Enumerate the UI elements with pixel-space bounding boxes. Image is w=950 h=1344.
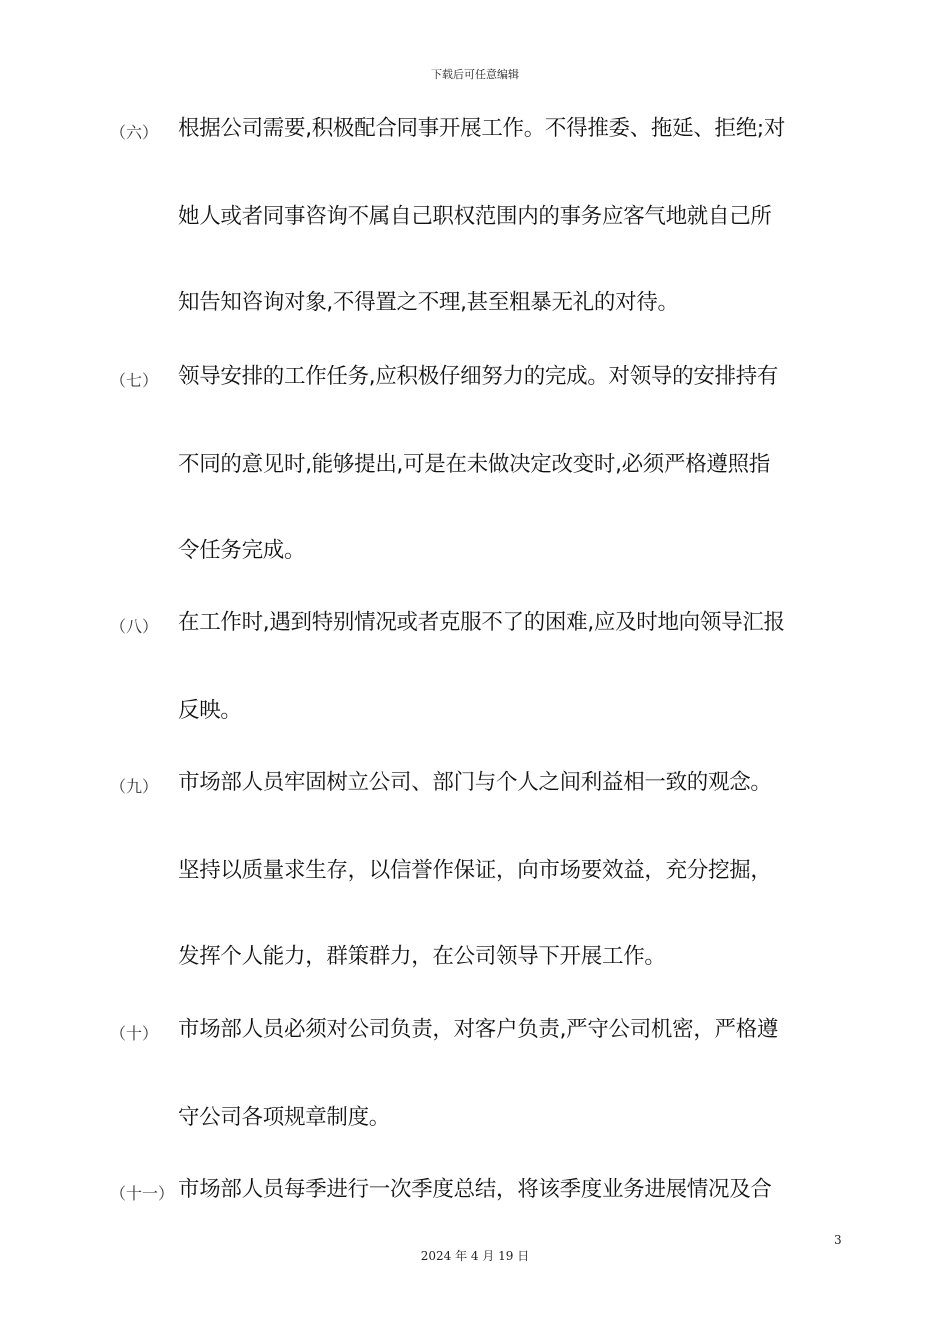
item-text-line: 守公司各项规章制度。	[178, 1105, 391, 1130]
item-text-line: 令任务完成。	[178, 538, 306, 563]
item-text-line: 坚持以质量求生存，以信誉作保证，向市场要效益，充分挖掘，	[178, 858, 772, 883]
item-text-line: 反映。	[178, 698, 242, 723]
item-marker: （十一）	[110, 1184, 175, 1203]
item-marker: （七）	[110, 371, 159, 390]
item-marker: （六）	[110, 123, 159, 142]
item-text-line: 她人或者同事咨询不属自己职权范围内的事务应客气地就自己所	[178, 204, 772, 229]
item-text-line: 市场部人员牢固树立公司、部门与个人之间利益相一致的观念。	[178, 770, 772, 795]
item-text-line: 领导安排的工作任务,应积极仔细努力的完成。对领导的安排持有	[178, 364, 779, 389]
item-text-line: 在工作时,遇到特别情况或者克服不了的困难,应及时地向领导汇报	[178, 610, 785, 635]
item-text-line: 知告知咨询对象,不得置之不理,甚至粗暴无礼的对待。	[178, 290, 679, 315]
item-text-line: 市场部人员每季进行一次季度总结，将该季度业务进展情况及合	[178, 1177, 772, 1202]
item-marker: （八）	[110, 617, 159, 636]
item-text-line: 不同的意见时,能够提出,可是在未做决定改变时,必须严格遵照指	[178, 452, 771, 477]
item-marker: （九）	[110, 777, 159, 796]
item-text-line: 根据公司需要,积极配合同事开展工作。不得推委、拖延、拒绝;对	[178, 116, 786, 141]
page-footer-date: 2024 年 4 月 19 日	[420, 1249, 530, 1263]
page-number: 3	[834, 1233, 842, 1247]
page-header: 下载后可任意编辑	[431, 68, 519, 81]
item-marker: （十）	[110, 1024, 159, 1043]
item-text-line: 发挥个人能力，群策群力，在公司领导下开展工作。	[178, 944, 666, 969]
item-text-line: 市场部人员必须对公司负责，对客户负责,严守公司机密，严格遵	[178, 1017, 779, 1042]
